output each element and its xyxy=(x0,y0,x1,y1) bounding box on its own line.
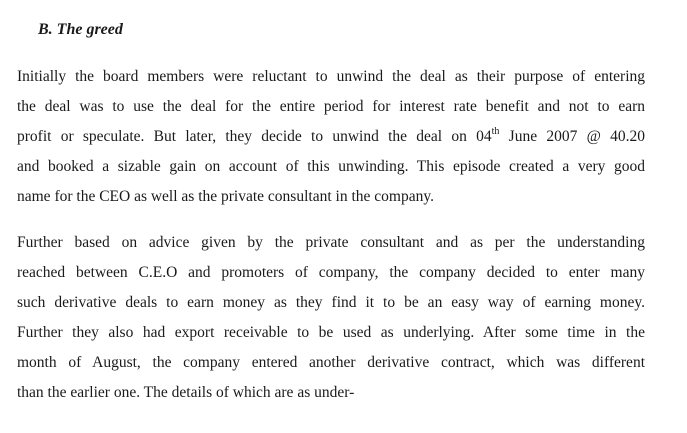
paragraph-line: such derivative deals to earn money as they find it to be an easy way of earning money. xyxy=(17,294,645,311)
paragraph-line: name for the CEO as well as the private consultant in the company. xyxy=(17,188,434,205)
paragraph-line: the deal was to use the deal for the entire period for interest rate benefit and not to earn xyxy=(17,98,645,115)
paragraph-line-with-date: profit or speculate. But later, they decide to unwind the deal on 04th June 2007 @ 40.20 xyxy=(17,125,646,145)
paragraph-line: Further based on advice given by the private consultant and as per the understanding xyxy=(17,234,645,251)
paragraph-line: and booked a sizable gain on account of this unwinding. This episode created a very good xyxy=(17,158,645,175)
ordinal-suffix: th xyxy=(491,125,500,137)
paragraph-derivative-deals xyxy=(17,228,645,408)
paragraph-unwinding xyxy=(17,62,645,212)
section-heading: B. The greed xyxy=(38,21,123,38)
paragraph-line: Initially the board members were reluctant to unwind the deal as their purpose of entering xyxy=(17,68,645,85)
paragraph-line: than the earlier one. The details of which are as under- xyxy=(17,384,355,401)
paragraph-line: reached between C.E.O and promoters of company, the company decided to enter many xyxy=(17,264,645,281)
paragraph-line: Further they also had export receivable to be used as underlying. After some time in the xyxy=(17,324,645,341)
paragraph-line: month of August, the company entered another derivative contract, which was different xyxy=(17,354,645,371)
